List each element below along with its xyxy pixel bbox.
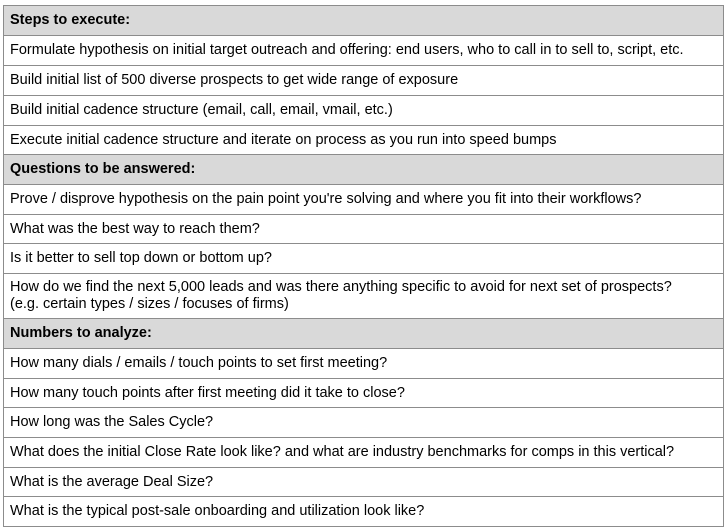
section-header-label: Steps to execute: [10, 12, 131, 28]
row-text: Build initial list of 500 diverse prospects to get wide range of exposure [10, 72, 459, 88]
table-row [4, 408, 723, 438]
table-row [4, 468, 723, 497]
table-row [4, 244, 723, 274]
section-header-numbers [4, 319, 723, 349]
table-row [4, 215, 723, 244]
section-header-questions [4, 155, 723, 185]
row-text: What is the average Deal Size? [10, 473, 214, 490]
table-row [4, 379, 723, 408]
row-text: Execute initial cadence structure and iterate on process as you run into speed bumps [10, 131, 557, 148]
row-text: How do we find the next 5,000 leads and was there anything specific to avoid for next set of prospects? (e.g. certain types / sizes / focuses of firms) [10, 279, 672, 312]
section-header-label: Numbers to analyze: [10, 325, 152, 341]
table-row [4, 126, 723, 155]
table-row [4, 349, 723, 379]
table-row [4, 497, 723, 527]
table-row [4, 274, 723, 319]
row-text: How many touch points after first meeting did it take to close? [10, 384, 405, 401]
table-row [4, 66, 723, 96]
table-row [4, 96, 723, 126]
row-text: How long was the Sales Cycle? [10, 414, 214, 430]
checklist-table [3, 5, 724, 527]
row-text: What is the typical post-sale onboarding and utilization look like? [10, 503, 425, 519]
row-text: Formulate hypothesis on initial target outreach and offering: end users, who to call in to sell to, script, etc. [10, 42, 684, 58]
row-text: How many dials / emails / touch points to set first meeting? [10, 355, 388, 371]
row-text: What was the best way to reach them? [10, 220, 260, 237]
row-text: Build initial cadence structure (email, call, email, vmail, etc.) [10, 102, 393, 118]
row-text: What does the initial Close Rate look like? and what are industry benchmarks for comps in this vertical? [10, 444, 675, 460]
table-row [4, 438, 723, 468]
section-header-label: Questions to be answered: [10, 161, 196, 177]
row-text: Is it better to sell top down or bottom up? [10, 250, 272, 266]
row-text: Prove / disprove hypothesis on the pain point you're solving and where you fit into their workflows? [10, 191, 642, 207]
section-header-steps [4, 6, 723, 36]
table-row [4, 185, 723, 215]
table-row [4, 36, 723, 66]
